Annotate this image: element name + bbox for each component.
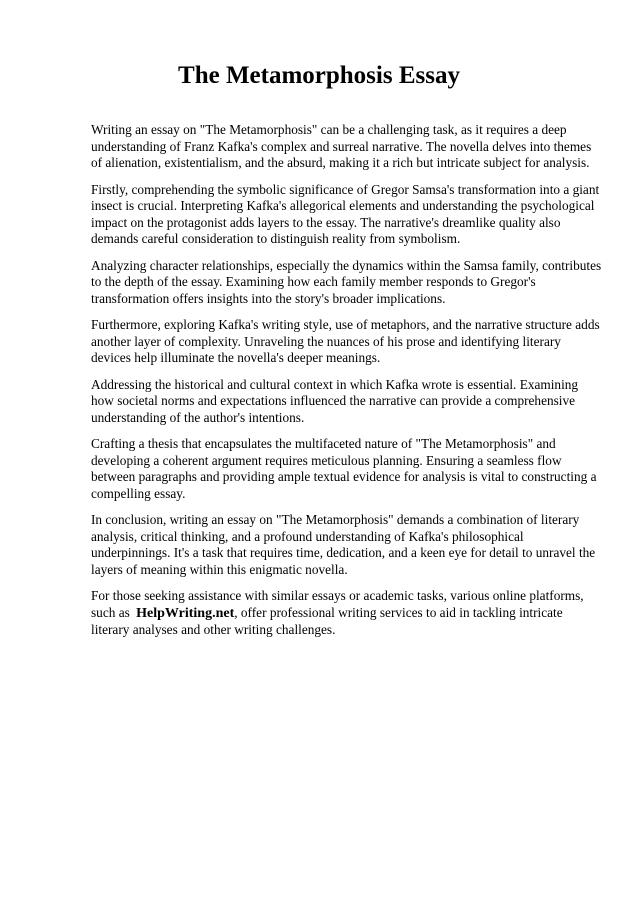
paragraph-thesis: Crafting a thesis that encapsulates the multifaceted nature of "The Metamorphosis" and developing a coherent argument requires meticulous planning. Ensuring a seamless flow between paragraphs and providing ample textual evidence for analysis is vital to constructing a compelling essay. [91, 436, 597, 501]
paragraph-symbolism: Firstly, comprehending the symbolic significance of Gregor Samsa's transformation into a giant insect is crucial. Interpreting Kafka's allegorical elements and understanding the psychological impact on the protagonist adds layers to the essay. The narrative's dreamlike quality also demands careful consideration to distinguish reality from symbolism. [91, 181, 600, 246]
assistance-text-after: , offer professional writing services to aid in tackling intricate literary analyses and other writing challenges. [91, 604, 563, 637]
paragraph-assistance [91, 588, 603, 639]
paragraph-conclusion: In conclusion, writing an essay on "The Metamorphosis" demands a combination of literary analysis, critical thinking, and a profound understanding of Kafka's philosophical underpinnings. It's a task that requires time, dedication, and a keen eye for detail to unravel the layers of meaning within this enigmatic novella. [91, 512, 596, 577]
assistance-text-before: For those seeking assistance with similar essays or academic tasks, various online platforms, such as [91, 588, 584, 620]
paragraph-style: Furthermore, exploring Kafka's writing style, use of metaphors, and the narrative structure adds another layer of complexity. Unraveling the nuances of his prose and identifying literary devices help illuminate the novella's deeper meanings. [91, 317, 600, 365]
essay-body [91, 122, 603, 649]
paragraph-context: Addressing the historical and cultural context in which Kafka wrote is essential. Examining how societal norms and expectations influenced the narrative can provide a comprehensive understanding of the author's intentions. [91, 376, 579, 425]
paragraph-characters: Analyzing character relationships, especially the dynamics within the Samsa family, contributes to the depth of the essay. Examining how each family member responds to Gregor's transformation offers insights into the story's broader implications. [91, 257, 602, 306]
page-title: The Metamorphosis Essay [178, 62, 460, 89]
paragraph-intro: Writing an essay on "The Metamorphosis" can be a challenging task, as it requires a deep understanding of Franz Kafka's complex and surreal narrative. The novella delves into themes of alienation, existentialism, and the absurd, making it a rich but intricate subject for analysis. [91, 122, 592, 170]
helpwriting-link[interactable]: HelpWriting.net [136, 605, 235, 621]
